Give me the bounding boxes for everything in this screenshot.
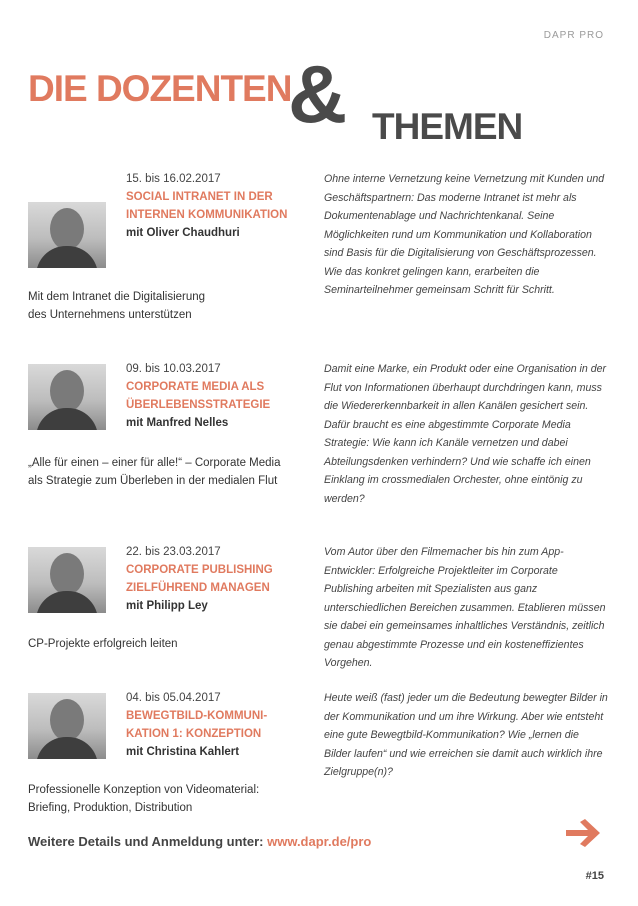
title-part-2: THEMEN: [372, 106, 523, 147]
course-title: SOCIAL INTRANET IN DER: [126, 191, 273, 203]
course-title: KATION 1: KONZEPTION: [126, 728, 262, 740]
course-description: Vom Autor über den Filmemacher bis hin zum App-Entwickler: Erfolgreiche Projektleiter im Corporate Publishing arbeiten mit Spezialisten aus ganz unterschiedlichen Bereichen zusammen. Etablieren müssen sie dabei ein gemeinsames inhaltliches Verständnis, zeitlich genau abgestimmte Prozesse und ein kosteneffizientes Vorgehen.: [324, 546, 606, 669]
course-description: Heute weiß (fast) jeder um die Bedeutung bewegter Bilder in der Kommunikation und um ihre Wirkung. Aber wie entsteht eine gute Bewegtbild-Kommunikation? Wie „lernen die Bilder laufen“ und wie erreichen sie damit auch wirklich ihre Zielgruppe(n)?: [324, 692, 608, 778]
course-description: Damit eine Marke, ein Produkt oder eine Organisation in der Flut von Informationen überhaupt durchdringen kann, muss die Wiedererkennbarkeit in allen Kanälen gesichert sein. Dafür braucht es eine abgestimmte Corporate Media Strategie: Wie kann ich Kanäle vernetzen und dabei Abteilungsdenken verhindern? Und wie schaffe ich einen Einklang im crossmedialen Orchester, ohne eintönig zu werden?: [324, 363, 607, 505]
course-subtitle: Briefing, Produktion, Distribution: [28, 802, 193, 814]
course-date: 22. bis 23.03.2017: [126, 546, 221, 558]
footer-link[interactable]: www.dapr.de/pro: [267, 834, 372, 849]
course-date: 15. bis 16.02.2017: [126, 173, 221, 185]
course-speaker: mit Philipp Ley: [126, 600, 208, 612]
course-title: INTERNEN KOMMUNIKATION: [126, 209, 288, 221]
course-speaker: mit Manfred Nelles: [126, 417, 229, 429]
course-subtitle: als Strategie zum Überleben in der medialen Flut: [28, 475, 278, 487]
course-title: ZIELFÜHREND MANAGEN: [126, 582, 270, 594]
course-speaker: mit Oliver Chaudhuri: [126, 227, 240, 239]
course-subtitle: Professionelle Konzeption von Videomaterial:: [28, 784, 260, 796]
speaker-photo: [28, 693, 106, 759]
course-subtitle: CP-Projekte erfolgreich leiten: [28, 638, 178, 650]
arrow-right-icon: [564, 818, 604, 848]
course-title: ÜBERLEBENSSTRATEGIE: [126, 399, 271, 411]
title-part-1: DIE DOZENTEN: [28, 68, 292, 109]
course-title: CORPORATE MEDIA ALS: [126, 381, 265, 393]
speaker-photo: [28, 202, 106, 268]
page-title: [28, 49, 548, 147]
course-subtitle: „Alle für einen – einer für alle!“ – Corporate Media: [28, 457, 281, 469]
course-description: Ohne interne Vernetzung keine Vernetzung mit Kunden und Geschäftspartnern: Das moderne Intranet ist mehr als Dokumentenablage und Nachrichtenkanal. Seine Möglichkeiten rund um Kommunikation und Kollaboration sind Basis für die Digitalisierung von Geschäftsprozessen. Wie das konkret gelingen kann, erarbeiten die Seminarteilnehmer gemeinsam Schritt für Schritt.: [324, 173, 605, 296]
footer-label: Weitere Details und Anmeldung unter:: [28, 834, 264, 849]
course-title: CORPORATE PUBLISHING: [126, 564, 273, 576]
course-title: BEWEGTBILD-KOMMUNI-: [126, 710, 268, 722]
course-date: 09. bis 10.03.2017: [126, 363, 221, 375]
footer-cta: [28, 834, 371, 849]
speaker-photo: [28, 547, 106, 613]
course-speaker: mit Christina Kahlert: [126, 746, 240, 758]
course-subtitle: des Unternehmens unterstützen: [28, 309, 192, 321]
course-subtitle: Mit dem Intranet die Digitalisierung: [28, 291, 206, 303]
speaker-photo: [28, 364, 106, 430]
brand-label: DAPR PRO: [543, 30, 604, 41]
title-ampersand: &: [288, 49, 348, 140]
course-date: 04. bis 05.04.2017: [126, 692, 221, 704]
page-number: #15: [585, 870, 604, 882]
